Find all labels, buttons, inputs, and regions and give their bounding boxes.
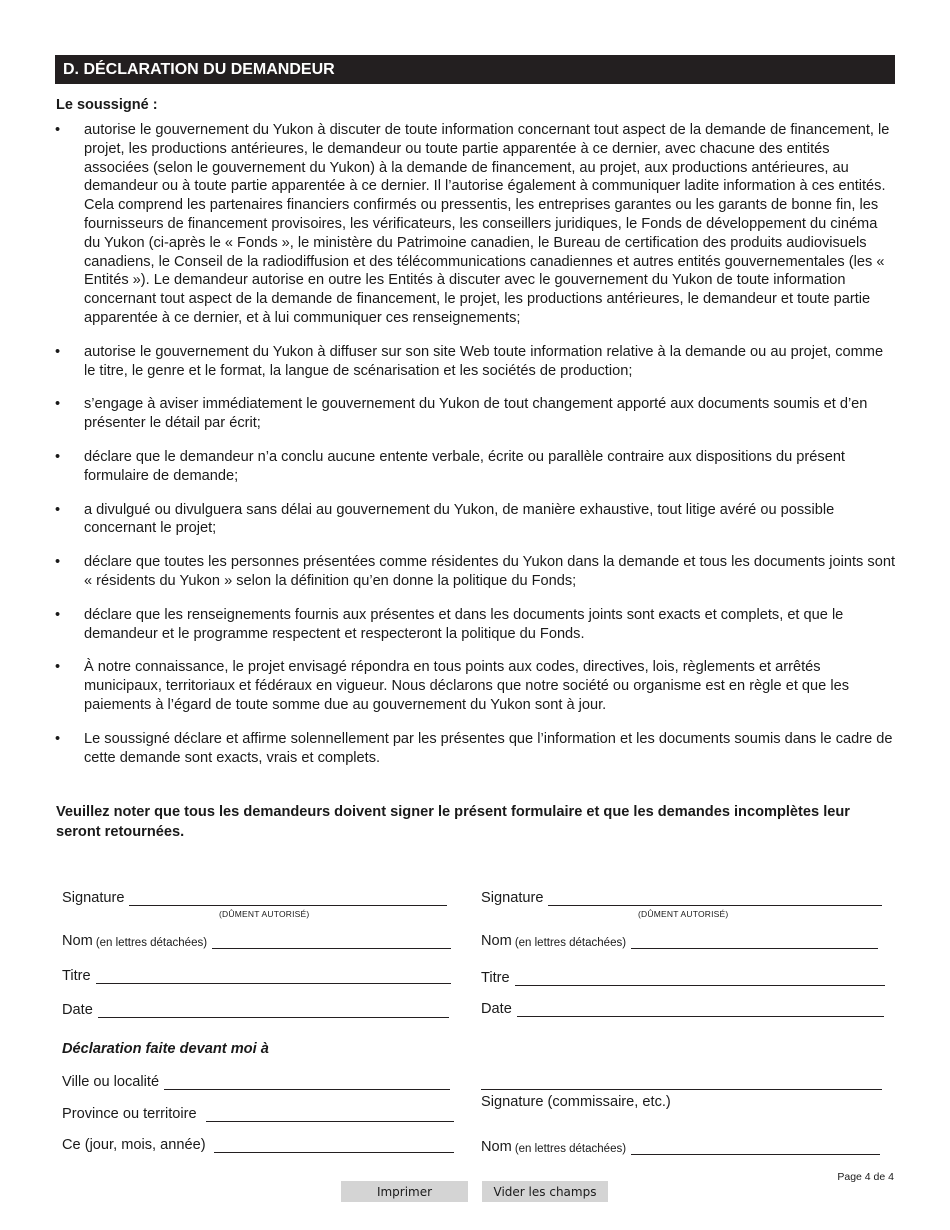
page-number: Page 4 de 4 xyxy=(837,1171,894,1183)
name-label: Nom xyxy=(62,933,93,949)
list-item: • autorise le gouvernement du Yukon à discuter de toute information concernant tout aspect de la demande de financement, le projet, les productions antérieures, le demandeur ou toute partie apparentée à ce dernier, avec chacune des entités associées (selon le gouvernement du Yukon) à la demande de financement, au projet, aux productions antérieures, au demandeur ou à toute partie apparentée à ce dernier. Il l’autorise également à communiquer ladite information à ces entités. Cela comprend les partenaires financiers confirmés ou pressentis, les entreprises garantes ou les garants de bonne fin, les fournisseurs de financement provisoires, les vérificateurs, les conseillers juridiques, le Fonds de développement du cinéma du Yukon (ci-après le « Fonds », le ministère du Patrimoine canadien, le Bureau de certification des produits audiovisuels canadiens, le Conseil de la radiodiffusion et des télécommunications canadiennes et autres entités gouvernementales (les « Entités »). Le demandeur autorise en outre les Entités à discuter avec le gouvernement du Yukon de toute information concernant tout aspect de la demande de financement, le projet, les productions antérieures, le demandeur et toute partie apparentée à ce dernier, et à lui communiquer ces renseignements; xyxy=(55,122,890,326)
day-label: Ce (jour, mois, année) xyxy=(62,1137,206,1153)
name-hint: (en lettres détachées) xyxy=(514,1143,627,1155)
list-item: • déclare que toutes les personnes présentées comme résidentes du Yukon dans la demande et tous les documents joints sont « résidents du Yukon » selon la définition qu’en donne la politique du Fonds; xyxy=(55,554,895,589)
signature-label: Signature xyxy=(481,890,544,906)
authorized-caption-right: (DÛMENT AUTORISÉ) xyxy=(638,909,729,919)
bullet-icon: • xyxy=(55,554,61,571)
bullet-icon: • xyxy=(55,343,61,360)
list-item: • déclare que le demandeur n’a conclu aucune entente verbale, écrite ou parallèle contraire aux dispositions du présent formulaire de demande; xyxy=(55,448,845,484)
section-header: D. DÉCLARATION DU DEMANDEUR xyxy=(55,55,895,84)
print-button[interactable]: Imprimer xyxy=(341,1181,468,1202)
signature-field-right[interactable] xyxy=(481,890,882,906)
bullet-icon: • xyxy=(55,730,61,747)
name-hint: (en lettres détachées) xyxy=(514,937,627,949)
commissioner-name-field[interactable] xyxy=(481,1139,880,1155)
date-label: Date xyxy=(62,1002,93,1018)
title-label: Titre xyxy=(62,968,91,984)
intro-label: Le soussigné : xyxy=(56,97,158,113)
day-field[interactable] xyxy=(62,1137,454,1153)
list-item: • déclare que les renseignements fournis aux présentes et dans les documents joints sont exacts et complets, et que le demandeur et le programme respectent et respecteront la politique du Fonds. xyxy=(55,606,844,642)
bullet-icon: • xyxy=(55,501,61,518)
name-label: Nom xyxy=(481,933,512,949)
province-label: Province ou territoire xyxy=(62,1106,197,1122)
notice-text: Veuillez noter que tous les demandeurs doivent signer le présent formulaire et que les demandes incomplètes leur seront retournées. xyxy=(56,804,850,840)
clear-fields-button[interactable]: Vider les champs xyxy=(482,1181,608,1202)
list-item: • Le soussigné déclare et affirme solennellement par les présentes que l’information et les documents soumis dans le cadre de cette demande sont exacts, vrais et complets. xyxy=(55,730,893,766)
list-item: • s’engage à aviser immédiatement le gouvernement du Yukon de tout changement apporté aux documents soumis et d’en présenter le détail par écrit; xyxy=(55,396,868,432)
declaration-title: Déclaration faite devant moi à xyxy=(62,1041,269,1057)
bullet-icon: • xyxy=(55,396,61,413)
bullet-icon: • xyxy=(55,448,61,465)
signature-field-left[interactable] xyxy=(62,890,447,906)
authorized-caption-left: (DÛMENT AUTORISÉ) xyxy=(219,909,310,919)
list-item: • a divulgué ou divulguera sans délai au gouvernement du Yukon, de manière exhaustive, tout litige avéré ou possible concernant le projet; xyxy=(55,501,835,537)
list-item: • autorise le gouvernement du Yukon à diffuser sur son site Web toute information relative à la demande ou au projet, comme le titre, le genre et le format, la langue de scénarisation et les sociétés de production; xyxy=(55,343,884,379)
bullet-icon: • xyxy=(55,659,61,676)
date-field-left[interactable] xyxy=(62,1002,449,1018)
city-label: Ville ou localité xyxy=(62,1074,160,1090)
name-label: Nom xyxy=(481,1139,512,1155)
declaration-list xyxy=(55,121,897,782)
bullet-icon: • xyxy=(55,606,61,623)
date-label: Date xyxy=(481,1001,512,1017)
signature-label: Signature xyxy=(62,890,125,906)
title-label: Titre xyxy=(481,970,510,986)
date-field-right[interactable] xyxy=(481,1001,884,1017)
province-field[interactable] xyxy=(62,1106,454,1122)
name-field-left[interactable] xyxy=(62,933,451,949)
commissioner-label: Signature (commissaire, etc.) xyxy=(481,1094,671,1110)
title-field-left[interactable] xyxy=(62,968,451,984)
bullet-icon: • xyxy=(55,122,61,138)
name-hint: (en lettres détachées) xyxy=(95,937,208,949)
list-item: • À notre connaissance, le projet envisagé répondra en tous points aux codes, directives, lois, règlements et arrêtés municipaux, territoriaux et fédéraux en vigueur. Nous déclarons que notre société ou organisme est en règle et que les paiements à l’égard de toute somme due au gouvernement du Yukon sont à jour. xyxy=(55,659,849,713)
commissioner-signature-line[interactable] xyxy=(481,1089,882,1090)
name-field-right[interactable] xyxy=(481,933,878,949)
city-field[interactable] xyxy=(62,1074,450,1090)
title-field-right[interactable] xyxy=(481,970,885,986)
